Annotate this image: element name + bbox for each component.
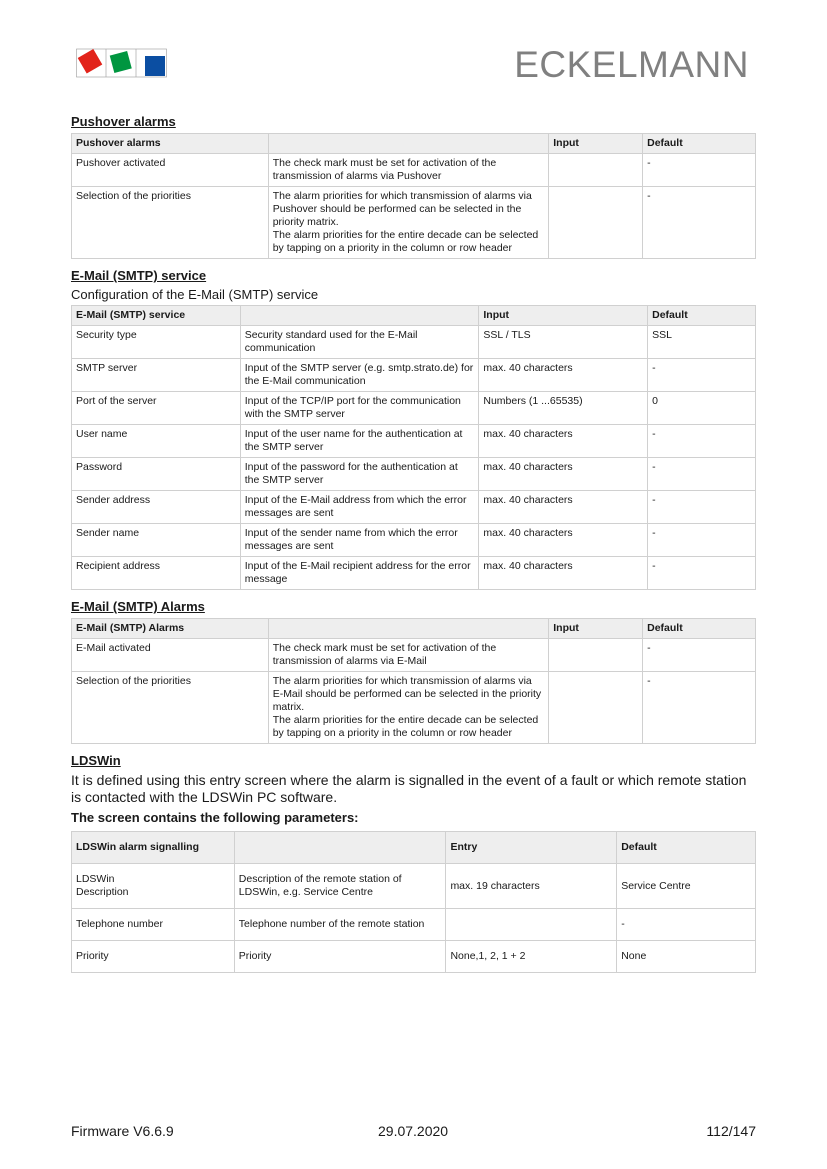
table-cell: - <box>643 672 756 744</box>
ldswin-body: It is defined using this entry screen where the alarm is signalled in the event of a fault or which remote station is contacted with the LDSWin PC software. <box>71 772 747 805</box>
table-row <box>72 458 756 491</box>
logo-blue-square <box>145 56 165 76</box>
logo-green-square <box>110 51 132 73</box>
ldswin-table <box>71 831 756 973</box>
table-cell: Description of the remote station of LDSWin, e.g. Service Centre <box>234 864 446 909</box>
table-cell: The check mark must be set for activation of the transmission of alarms via Pushover <box>268 154 549 187</box>
column-header: Default <box>643 619 756 639</box>
table-cell: - <box>617 909 756 941</box>
table-cell: Priority <box>234 941 446 973</box>
table-cell: The check mark must be set for activation of the transmission of alarms via E-Mail <box>268 639 549 672</box>
table-cell: The alarm priorities for which transmission of alarms via Pushover should be performed can be selected in the priority matrix. The alarm priorities for the entire decade can be selected by tapping on a priority in the column or row header <box>268 187 549 259</box>
table-cell: LDSWin Description <box>72 864 235 909</box>
table-cell: None,1, 2, 1 + 2 <box>446 941 617 973</box>
table-row <box>72 359 756 392</box>
table-cell: Input of the TCP/IP port for the communication with the SMTP server <box>240 392 479 425</box>
table-row <box>72 425 756 458</box>
column-header: Default <box>648 306 756 326</box>
column-header: Default <box>617 832 756 864</box>
table-cell: Telephone number of the remote station <box>234 909 446 941</box>
column-header <box>240 306 479 326</box>
table-cell: Input of the E-Mail recipient address for the error message <box>240 557 479 590</box>
brand-wordmark: ECKELMANN <box>514 44 749 85</box>
table-cell: User name <box>72 425 241 458</box>
table-cell: Telephone number <box>72 909 235 941</box>
table-cell: SMTP server <box>72 359 241 392</box>
table-cell: Selection of the priorities <box>72 187 269 259</box>
table-cell: Input of the E-Mail address from which the error messages are sent <box>240 491 479 524</box>
table-cell: - <box>643 154 756 187</box>
table-cell: - <box>648 491 756 524</box>
table-row <box>72 909 756 941</box>
table-row <box>72 864 756 909</box>
table-cell <box>446 909 617 941</box>
table-row <box>72 639 756 672</box>
table-cell: Input of the user name for the authentication at the SMTP server <box>240 425 479 458</box>
table-cell: - <box>648 458 756 491</box>
table-header-row <box>72 832 756 864</box>
table-cell: - <box>648 425 756 458</box>
table-cell: 0 <box>648 392 756 425</box>
column-header: Pushover alarms <box>72 134 269 154</box>
smtp-alarms-title: E-Mail (SMTP) Alarms <box>71 599 205 614</box>
table-cell: max. 19 characters <box>446 864 617 909</box>
table-cell: - <box>643 639 756 672</box>
table-header-row <box>72 134 756 154</box>
table-cell: max. 40 characters <box>479 557 648 590</box>
table-cell: SSL / TLS <box>479 326 648 359</box>
table-cell: Input of the sender name from which the error messages are sent <box>240 524 479 557</box>
table-cell: Service Centre <box>617 864 756 909</box>
pushover-title: Pushover alarms <box>71 114 176 129</box>
table-row <box>72 154 756 187</box>
logo-red-square <box>78 49 103 74</box>
column-header: Input <box>549 134 643 154</box>
smtp-service-title: E-Mail (SMTP) service <box>71 268 207 283</box>
table-cell: - <box>648 359 756 392</box>
table-cell <box>549 672 643 744</box>
table-cell <box>549 154 643 187</box>
column-header: E-Mail (SMTP) Alarms <box>72 619 269 639</box>
table-row <box>72 187 756 259</box>
table-row <box>72 326 756 359</box>
table-row <box>72 392 756 425</box>
table-cell: Sender name <box>72 524 241 557</box>
column-header: Default <box>643 134 756 154</box>
pushover-table <box>71 133 756 259</box>
table-cell: SSL <box>648 326 756 359</box>
table-cell: Input of the SMTP server (e.g. smtp.strato.de) for the E-Mail communication <box>240 359 479 392</box>
table-cell: Security standard used for the E-Mail communication <box>240 326 479 359</box>
table-cell: max. 40 characters <box>479 524 648 557</box>
column-header <box>268 619 549 639</box>
table-cell: max. 40 characters <box>479 458 648 491</box>
table-cell: max. 40 characters <box>479 359 648 392</box>
footer-firmware: Firmware V6.6.9 <box>71 1123 174 1139</box>
table-cell: Selection of the priorities <box>72 672 269 744</box>
ldswin-title: LDSWin <box>71 753 121 768</box>
table-cell <box>549 187 643 259</box>
table-cell: Input of the password for the authentication at the SMTP server <box>240 458 479 491</box>
table-cell: max. 40 characters <box>479 425 648 458</box>
table-cell: The alarm priorities for which transmission of alarms via E-Mail should be performed can be selected in the priority matrix. The alarm priorities for the entire decade can be selected by tapping on a priority in the column or row header <box>268 672 549 744</box>
table-header-row <box>72 306 756 326</box>
table-cell: Pushover activated <box>72 154 269 187</box>
table-cell: - <box>643 187 756 259</box>
table-cell: - <box>648 524 756 557</box>
table-cell: None <box>617 941 756 973</box>
column-header: Entry <box>446 832 617 864</box>
column-header: Input <box>549 619 643 639</box>
footer-page-number: 112/147 <box>706 1123 756 1139</box>
column-header: Input <box>479 306 648 326</box>
table-cell: - <box>648 557 756 590</box>
table-cell: Port of the server <box>72 392 241 425</box>
table-row <box>72 491 756 524</box>
smtp-alarms-table <box>71 618 756 744</box>
column-header <box>268 134 549 154</box>
table-header-row <box>72 619 756 639</box>
eckelmann-logo <box>76 47 168 79</box>
table-cell: E-Mail activated <box>72 639 269 672</box>
table-row <box>72 941 756 973</box>
table-row <box>72 672 756 744</box>
table-cell: Recipient address <box>72 557 241 590</box>
page-content <box>71 114 756 982</box>
table-cell: Sender address <box>72 491 241 524</box>
column-header <box>234 832 446 864</box>
footer-date: 29.07.2020 <box>378 1123 449 1139</box>
table-row <box>72 524 756 557</box>
ldswin-params-heading: The screen contains the following parameters: <box>71 810 359 825</box>
column-header: LDSWin alarm signalling <box>72 832 235 864</box>
table-cell: Priority <box>72 941 235 973</box>
table-cell: Password <box>72 458 241 491</box>
table-cell: Numbers (1 ...65535) <box>479 392 648 425</box>
table-cell <box>549 639 643 672</box>
table-cell: max. 40 characters <box>479 491 648 524</box>
column-header: E-Mail (SMTP) service <box>72 306 241 326</box>
table-cell: Security type <box>72 326 241 359</box>
table-row <box>72 557 756 590</box>
smtp-service-table <box>71 305 756 590</box>
smtp-service-intro: Configuration of the E-Mail (SMTP) service <box>71 287 319 302</box>
